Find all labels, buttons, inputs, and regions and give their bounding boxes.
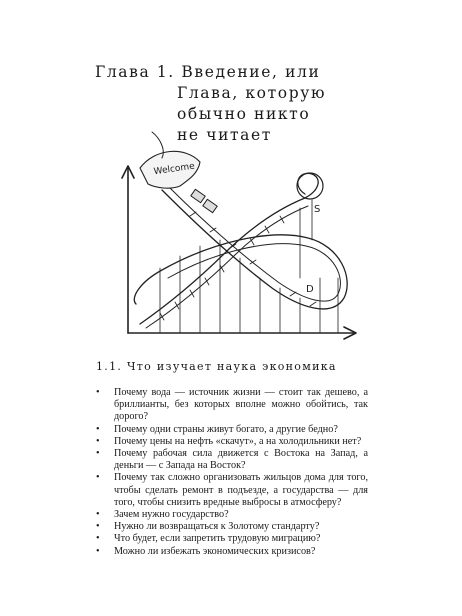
bullet: • [96,533,100,545]
bullet: • [96,509,100,521]
list-item-text: Почему одни страны живут богато, а другие бедно? [114,423,338,435]
bullet: • [96,521,100,533]
list-item [96,472,368,509]
section-title: 1.1. Что изучает наука экономика [96,360,337,373]
demand-label: D [306,284,314,295]
supply-label: S [314,204,321,215]
list-item [96,509,368,521]
supply-track-inner [146,206,308,328]
coaster-car [191,189,205,202]
list-item [96,521,368,533]
chapter-title-line-1: Введение, или [181,63,321,81]
list-item-text: Почему так сложно организовать жильцов дома для того, чтобы сделать ремонт в подъезде, а государства — для того, чтобы снизить вредные выбросы в атмосферу? [114,472,368,508]
list-item [96,448,368,472]
rollercoaster-illustration [100,128,362,344]
list-item [96,436,368,448]
list-item-text: Почему рабочая сила движется с Востока на Запад, а деньги — с Запада на Восток? [114,448,368,472]
bullet: • [96,472,100,484]
chapter-title-line-3: обычно никто [177,105,311,123]
supply-track-outer [140,173,321,324]
bullet: • [96,423,100,435]
chapter-title-line-4: не читает [177,126,272,144]
bullet: • [96,545,100,557]
list-item [96,387,368,424]
list-item [96,533,368,545]
chapter-title-line-2: Глава, которую [177,84,327,102]
list-item [96,546,368,558]
list-item-text: Что будет, если запретить трудовую миграцию? [114,533,321,545]
bullet: • [96,387,100,398]
list-item-text: Почему вода — источник жизни — стоит так дешево, а бриллианты, без которых вполне можно обойтись, так дорого? [114,387,368,423]
banner-text: Welcome [153,161,196,178]
questions-list [96,387,368,558]
bullet: • [96,435,100,447]
coaster-car [203,199,217,212]
bullet: • [96,448,100,460]
list-item [96,424,368,436]
list-item-text: Почему цены на нефть «скачут», а на холодильники нет? [114,435,362,447]
list-item-text: Можно ли избежать экономических кризисов? [114,545,316,557]
list-item-text: Нужно ли возвращаться к Золотому стандарту? [114,521,320,533]
chapter-label: Глава 1. [95,63,175,81]
list-item-text: Зачем нужно государство? [114,509,229,521]
